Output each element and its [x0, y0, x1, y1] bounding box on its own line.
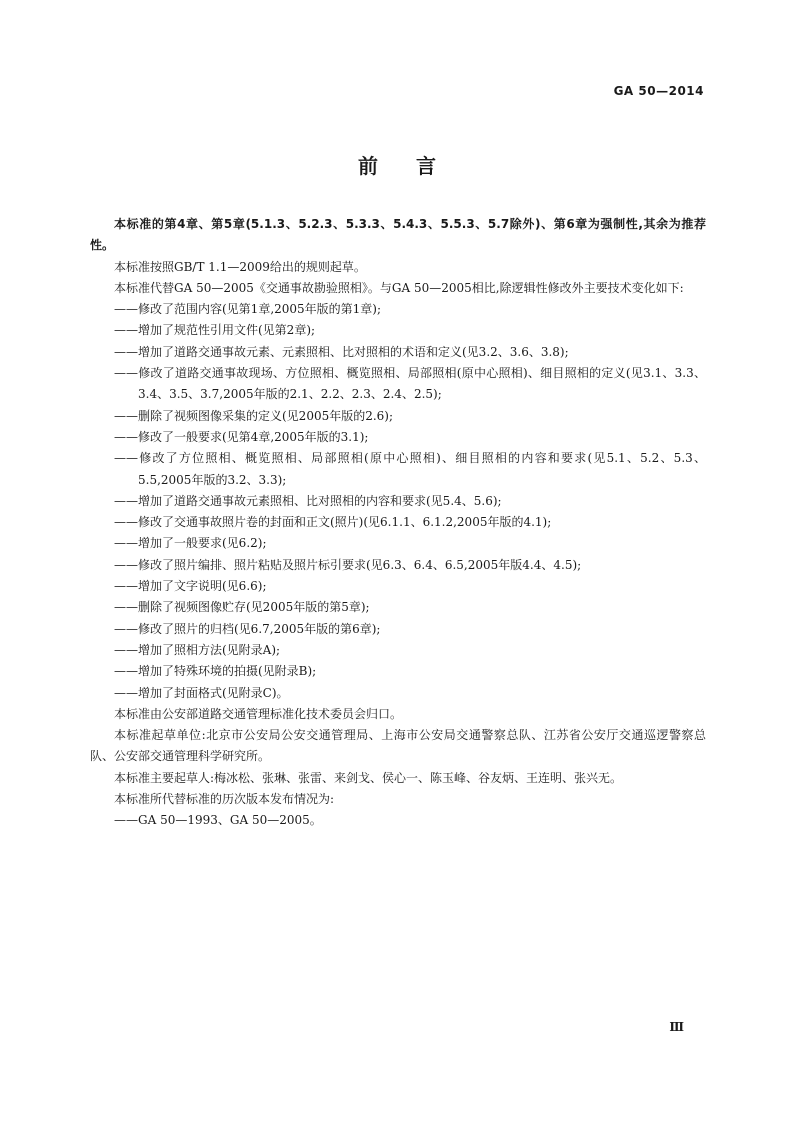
- change-item: ——修改了道路交通事故现场、方位照相、概览照相、局部照相(原中心照相)、细目照相的定义(见3.1、3.3、3.4、3.5、3.7,2005年版的2.1、2.2、2.3、2.4、2.5);: [114, 366, 706, 402]
- change-item: ——修改了一般要求(见第4章,2005年版的3.1);: [114, 429, 369, 444]
- page-title: 前言: [358, 154, 474, 178]
- page-number: Ⅲ: [669, 1020, 684, 1034]
- main-drafters: 本标准主要起草人:梅冰松、张琳、张雷、来剑戈、侯心一、陈玉峰、谷友炳、王连明、张兴无。: [114, 770, 623, 785]
- change-item: ——增加了道路交通事故元素照相、比对照相的内容和要求(见5.4、5.6);: [114, 493, 502, 508]
- previous-editions-intro: 本标准所代替标准的历次版本发布情况为:: [114, 792, 335, 807]
- change-item: ——增加了照相方法(见附录A);: [114, 642, 281, 657]
- change-item: ——增加了道路交通事故元素、元素照相、比对照相的术语和定义(见3.2、3.6、3.8);: [114, 344, 569, 359]
- drafting-rules-statement: 本标准按照GB/T 1.1—2009给出的规则起草。: [114, 259, 366, 274]
- change-item: ——修改了照片的归档(见6.7,2005年版的第6章);: [114, 621, 381, 636]
- change-item: ——增加了一般要求(见6.2);: [114, 536, 267, 551]
- change-item: ——修改了交通事故照片卷的封面和正文(照片)(见6.1.1、6.1.2,2005年版的4.1);: [114, 515, 552, 530]
- change-item: ——修改了范围内容(见第1章,2005年版的第1章);: [114, 302, 382, 317]
- responsible-committee: 本标准由公安部道路交通管理标准化技术委员会归口。: [114, 706, 403, 721]
- change-item: ——删除了视频图像采集的定义(见2005年版的2.6);: [114, 408, 394, 423]
- change-item: ——增加了特殊环境的拍摄(见附录B);: [114, 664, 317, 679]
- drafting-organizations: 本标准起草单位:北京市公安局公安交通管理局、上海市公安局交通警察总队、江苏省公安厅交通巡逻警察总队、公安部交通管理科学研究所。: [90, 728, 706, 764]
- change-item: ——增加了封面格式(见附录C)。: [114, 685, 289, 700]
- standard-code: GA 50—2014: [613, 84, 704, 98]
- change-item: ——增加了文字说明(见6.6);: [114, 579, 267, 594]
- change-item: ——删除了视频图像贮存(见2005年版的第5章);: [114, 600, 370, 615]
- change-item: ——修改了方位照相、概览照相、局部照相(原中心照相)、细目照相的内容和要求(见5.1、5.2、5.3、5.5,2005年版的3.2、3.3);: [114, 451, 706, 487]
- mandatory-clause-statement: 本标准的第4章、第5章(5.1.3、5.2.3、5.3.3、5.4.3、5.5.3、5.7除外)、第6章为强制性,其余为推荐性。: [90, 217, 706, 253]
- foreword-body: [90, 214, 706, 832]
- previous-editions-item: ——GA 50—1993、GA 50—2005。: [114, 813, 322, 828]
- change-item: ——修改了照片编排、照片粘贴及照片标引要求(见6.3、6.4、6.5,2005年版4.4、4.5);: [114, 557, 582, 572]
- replacement-statement: 本标准代替GA 50—2005《交通事故勘验照相》。与GA 50—2005相比,除逻辑性修改外主要技术变化如下:: [114, 280, 684, 295]
- change-item: ——增加了规范性引用文件(见第2章);: [114, 323, 316, 338]
